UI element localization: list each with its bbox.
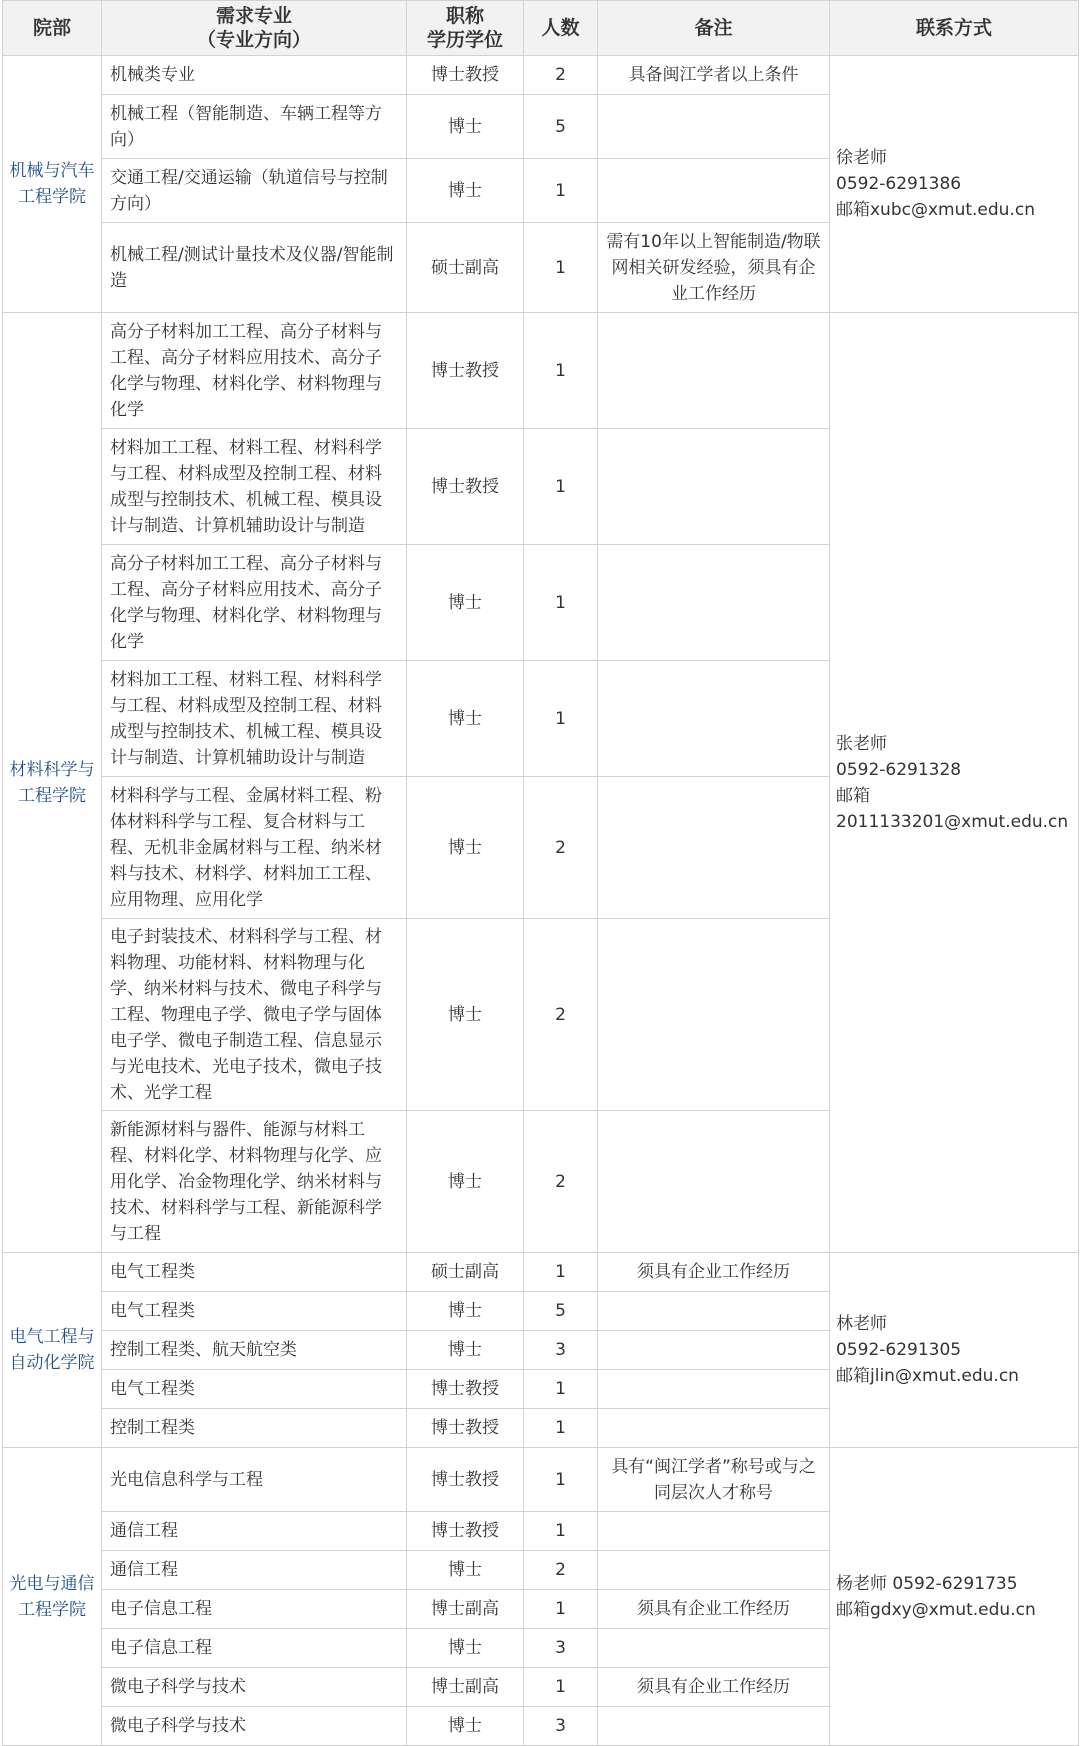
note-cell: 须具有企业工作经历: [598, 1668, 830, 1707]
title-cell: 博士: [407, 159, 524, 223]
major-cell: 电气工程类: [102, 1253, 407, 1292]
title-cell: 博士: [407, 1707, 524, 1746]
note-cell: [598, 1707, 830, 1746]
major-cell: 机械类专业: [102, 56, 407, 95]
major-cell: 材料科学与工程、金属材料工程、粉体材料科学与工程、复合材料与工程、无机非金属材料与工程、纳米材料与技术、材料学、材料加工工程、应用物理、应用化学: [102, 777, 407, 919]
title-cell: 博士: [407, 919, 524, 1111]
note-cell: 具备闽江学者以上条件: [598, 56, 830, 95]
header-contact: 联系方式: [830, 1, 1079, 56]
contact-cell: [830, 1448, 1079, 1746]
contact-line: 邮箱xubc@xmut.edu.cn: [836, 200, 1035, 220]
title-cell: 博士: [407, 1111, 524, 1253]
title-cell: 博士副高: [407, 1668, 524, 1707]
note-cell: [598, 1370, 830, 1409]
table-body: [3, 56, 1079, 1746]
table-row: [3, 56, 1079, 95]
note-cell: 须具有企业工作经历: [598, 1590, 830, 1629]
major-cell: 电子信息工程: [102, 1629, 407, 1668]
note-cell: [598, 95, 830, 159]
note-cell: [598, 1292, 830, 1331]
count-cell: 2: [524, 1551, 598, 1590]
major-cell: 机械工程（智能制造、车辆工程等方向）: [102, 95, 407, 159]
major-cell: 机械工程/测试计量技术及仪器/智能制造: [102, 223, 407, 313]
count-cell: 1: [524, 1448, 598, 1512]
note-cell: [598, 661, 830, 777]
title-cell: 博士: [407, 1331, 524, 1370]
department-cell: 光电与通信工程学院: [3, 1448, 102, 1746]
major-cell: 通信工程: [102, 1551, 407, 1590]
count-cell: 1: [524, 1512, 598, 1551]
major-cell: 材料加工工程、材料工程、材料科学与工程、材料成型及控制工程、材料成型与控制技术、机械工程、模具设计与制造、计算机辅助设计与制造: [102, 429, 407, 545]
header-row: [3, 1, 1079, 56]
title-cell: 博士: [407, 661, 524, 777]
title-cell: 博士教授: [407, 1409, 524, 1448]
major-cell: 光电信息科学与工程: [102, 1448, 407, 1512]
count-cell: 1: [524, 1668, 598, 1707]
count-cell: 1: [524, 1253, 598, 1292]
note-cell: [598, 919, 830, 1111]
header-title-line1: 职称: [445, 5, 484, 27]
major-cell: 材料加工工程、材料工程、材料科学与工程、材料成型及控制工程、材料成型与控制技术、机械工程、模具设计与制造、计算机辅助设计与制造: [102, 661, 407, 777]
title-cell: 博士: [407, 1292, 524, 1331]
title-cell: 硕士副高: [407, 1253, 524, 1292]
note-cell: [598, 1409, 830, 1448]
title-cell: 博士教授: [407, 1370, 524, 1409]
major-cell: 高分子材料加工工程、高分子材料与工程、高分子材料应用技术、高分子化学与物理、材料化学、材料物理与化学: [102, 545, 407, 661]
title-cell: 博士教授: [407, 429, 524, 545]
major-cell: 新能源材料与器件、能源与材料工程、材料化学、材料物理与化学、应用化学、冶金物理化学、纳米材料与技术、材料科学与工程、新能源科学与工程: [102, 1111, 407, 1253]
count-cell: 1: [524, 661, 598, 777]
count-cell: 1: [524, 159, 598, 223]
count-cell: 1: [524, 545, 598, 661]
count-cell: 1: [524, 1590, 598, 1629]
title-cell: 博士: [407, 777, 524, 919]
major-cell: 控制工程类: [102, 1409, 407, 1448]
contact-line: 邮箱gdxy@xmut.edu.cn: [836, 1599, 1036, 1620]
count-cell: 1: [524, 1409, 598, 1448]
count-cell: 1: [524, 223, 598, 313]
count-cell: 3: [524, 1629, 598, 1668]
note-cell: [598, 159, 830, 223]
header-count: 人数: [524, 1, 598, 56]
major-cell: 通信工程: [102, 1512, 407, 1551]
count-cell: 5: [524, 1292, 598, 1331]
major-cell: 电气工程类: [102, 1370, 407, 1409]
note-cell: [598, 429, 830, 545]
title-cell: 博士: [407, 95, 524, 159]
title-cell: 硕士副高: [407, 223, 524, 313]
title-cell: 博士副高: [407, 1590, 524, 1629]
title-cell: 博士: [407, 545, 524, 661]
title-cell: 博士教授: [407, 313, 524, 429]
major-cell: 电子信息工程: [102, 1590, 407, 1629]
count-cell: 2: [524, 56, 598, 95]
title-cell: 博士教授: [407, 1512, 524, 1551]
title-cell: 博士教授: [407, 1448, 524, 1512]
header-dept: 院部: [3, 1, 102, 56]
major-cell: 微电子科学与技术: [102, 1707, 407, 1746]
note-cell: [598, 1629, 830, 1668]
header-major-line1: 需求专业: [215, 5, 292, 27]
count-cell: 1: [524, 1370, 598, 1409]
count-cell: 3: [524, 1707, 598, 1746]
count-cell: 1: [524, 313, 598, 429]
major-cell: 高分子材料加工工程、高分子材料与工程、高分子材料应用技术、高分子化学与物理、材料化学、材料物理与化学: [102, 313, 407, 429]
note-cell: [598, 1551, 830, 1590]
note-cell: 具有“闽江学者”称号或与之同层次人才称号: [598, 1448, 830, 1512]
count-cell: 3: [524, 1331, 598, 1370]
department-cell: 材料科学与工程学院: [3, 313, 102, 1253]
contact-line: 邮箱: [836, 785, 870, 806]
contact-line: 2011133201@xmut.edu.cn: [836, 811, 1069, 832]
contact-cell: [830, 313, 1079, 1253]
note-cell: 须具有企业工作经历: [598, 1253, 830, 1292]
header-major-line2: （专业方向）: [196, 29, 311, 51]
contact-line: 林老师: [836, 1314, 887, 1334]
recruitment-table: [2, 0, 1079, 1746]
table-row: [3, 313, 1079, 429]
note-cell: 需有10年以上智能制造/物联网相关研发经验，须具有企业工作经历: [598, 223, 830, 313]
major-cell: 控制工程类、航天航空类: [102, 1331, 407, 1370]
note-cell: [598, 1512, 830, 1551]
table-header: [3, 1, 1079, 56]
contact-line: 张老师: [836, 733, 887, 754]
contact-cell: [830, 1253, 1079, 1448]
major-cell: 电子封装技术、材料科学与工程、材料物理、功能材料、材料物理与化学、纳米材料与技术、微电子科学与工程、物理电子学、微电子学与固体电子学、微电子制造工程、信息显示与光电技术、光电子技术，微电子技术、光学工程: [102, 919, 407, 1111]
department-cell: 机械与汽车工程学院: [3, 56, 102, 313]
contact-line: 杨老师 0592-6291735: [836, 1573, 1018, 1594]
contact-line: 0592-6291305: [836, 1340, 962, 1360]
header-title-line2: 学历学位: [426, 29, 503, 51]
header-major: [102, 1, 407, 56]
count-cell: 1: [524, 429, 598, 545]
contact-cell: [830, 56, 1079, 313]
major-cell: 电气工程类: [102, 1292, 407, 1331]
major-cell: 交通工程/交通运输（轨道信号与控制方向）: [102, 159, 407, 223]
department-cell: 电气工程与自动化学院: [3, 1253, 102, 1448]
title-cell: 博士: [407, 1629, 524, 1668]
table-row: [3, 1448, 1079, 1512]
header-title: [407, 1, 524, 56]
title-cell: 博士: [407, 1551, 524, 1590]
note-cell: [598, 545, 830, 661]
note-cell: [598, 777, 830, 919]
count-cell: 2: [524, 919, 598, 1111]
contact-line: 0592-6291386: [836, 174, 962, 194]
count-cell: 2: [524, 1111, 598, 1253]
header-note: 备注: [598, 1, 830, 56]
contact-line: 徐老师: [836, 148, 887, 168]
contact-line: 0592-6291328: [836, 759, 962, 780]
major-cell: 微电子科学与技术: [102, 1668, 407, 1707]
note-cell: [598, 313, 830, 429]
count-cell: 2: [524, 777, 598, 919]
count-cell: 5: [524, 95, 598, 159]
table-row: [3, 1253, 1079, 1292]
contact-line: 邮箱jlin@xmut.edu.cn: [836, 1366, 1019, 1386]
note-cell: [598, 1331, 830, 1370]
title-cell: 博士教授: [407, 56, 524, 95]
note-cell: [598, 1111, 830, 1253]
